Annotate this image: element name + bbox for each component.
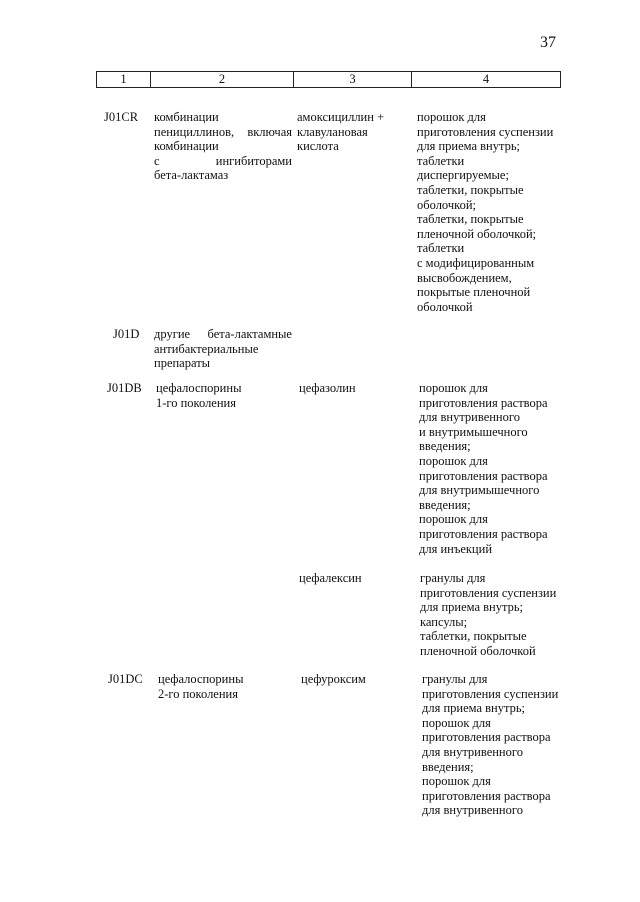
form-line: с модифицированным: [417, 255, 535, 270]
group-line: цефалоспорины: [156, 381, 242, 395]
form-line: для внутривенного: [422, 744, 523, 759]
group-line: 2-го поколения: [158, 686, 238, 701]
form-line: для приема внутрь;: [420, 600, 524, 615]
form-line: приготовления раствора: [422, 730, 551, 745]
form-line: пленочной оболочкой: [420, 643, 536, 658]
atc-group: [156, 381, 294, 410]
group-line: цефалоспорины: [158, 672, 244, 686]
form-line: и внутримышечного: [419, 424, 528, 439]
form-line: диспергируемые;: [417, 168, 509, 183]
form-line: приготовления раствора: [419, 526, 548, 541]
form-line: порошок для: [419, 453, 488, 468]
group-line: бета-лактамаз: [154, 168, 229, 183]
form-line: введения;: [419, 439, 471, 454]
dosage-forms: [417, 110, 562, 314]
drug-line: цефазолин: [299, 381, 356, 395]
drug-line: кислота: [297, 139, 339, 154]
group-line: комбинации: [154, 110, 219, 124]
form-line: порошок для: [422, 774, 491, 789]
form-line: для внутримышечного: [419, 483, 540, 498]
group-line: другие бета-лактамные: [154, 327, 292, 341]
form-line: приготовления раствора: [422, 788, 551, 803]
atc-group: [154, 327, 292, 371]
form-line: для приема внутрь;: [422, 701, 526, 716]
form-line: приготовления раствора: [419, 395, 548, 410]
drug-name: [297, 110, 407, 154]
form-line: таблетки: [417, 241, 465, 256]
form-line: оболочкой: [417, 299, 473, 314]
header-col-2: 2: [151, 72, 294, 87]
drug-line: амоксициллин +: [297, 110, 385, 124]
atc-code: J01D: [113, 327, 140, 341]
group-line: антибактериальные: [154, 341, 259, 356]
drug-line: цефалексин: [299, 571, 362, 585]
form-line: гранулы для: [420, 571, 486, 585]
group-line: с ингибиторами: [154, 153, 292, 168]
header-col-1: 1: [97, 72, 151, 87]
atc-code: J01DB: [107, 381, 142, 395]
form-line: введения;: [422, 759, 474, 774]
page-number: 37: [540, 34, 556, 51]
form-line: покрытые пленочной: [417, 285, 531, 300]
table-header: [96, 71, 561, 88]
form-line: приготовления суспензии: [420, 585, 557, 600]
drug-name: [301, 672, 411, 687]
form-line: для инъекций: [419, 541, 493, 556]
drug-name: [299, 381, 409, 396]
form-line: введения;: [419, 497, 471, 512]
atc-code: J01DC: [108, 672, 143, 686]
form-line: гранулы для: [422, 672, 488, 686]
atc-code: J01CR: [104, 110, 139, 124]
group-line: пенициллинов, включая: [154, 124, 292, 139]
atc-group: [158, 672, 296, 701]
group-line: препараты: [154, 356, 211, 371]
form-line: порошок для: [417, 110, 486, 124]
dosage-forms: [419, 381, 564, 556]
form-line: приготовления суспензии: [422, 686, 559, 701]
form-line: капсулы;: [420, 614, 468, 629]
atc-group: [154, 110, 292, 183]
form-line: таблетки, покрытые: [417, 182, 524, 197]
group-line: комбинации: [154, 139, 219, 154]
form-line: таблетки, покрытые: [417, 212, 524, 227]
form-line: для внутривенного: [422, 803, 523, 818]
form-line: пленочной оболочкой;: [417, 226, 537, 241]
group-line: 1-го поколения: [156, 395, 236, 410]
form-line: порошок для: [422, 715, 491, 730]
form-line: приготовления раствора: [419, 468, 548, 483]
form-line: порошок для: [419, 381, 488, 395]
form-line: для приема внутрь;: [417, 139, 521, 154]
drug-name: [299, 571, 409, 586]
header-col-3: 3: [294, 72, 412, 87]
form-line: для внутривенного: [419, 410, 520, 425]
form-line: оболочкой;: [417, 197, 476, 212]
form-line: таблетки: [417, 153, 465, 168]
dosage-forms: [420, 571, 565, 659]
form-line: высвобождением,: [417, 270, 512, 285]
form-line: приготовления суспензии: [417, 124, 554, 139]
form-line: таблетки, покрытые: [420, 629, 527, 644]
drug-line: клавулановая: [297, 124, 368, 139]
dosage-forms: [422, 672, 567, 818]
form-line: порошок для: [419, 512, 488, 527]
drug-line: цефуроксим: [301, 672, 366, 686]
header-col-4: 4: [482, 72, 490, 86]
